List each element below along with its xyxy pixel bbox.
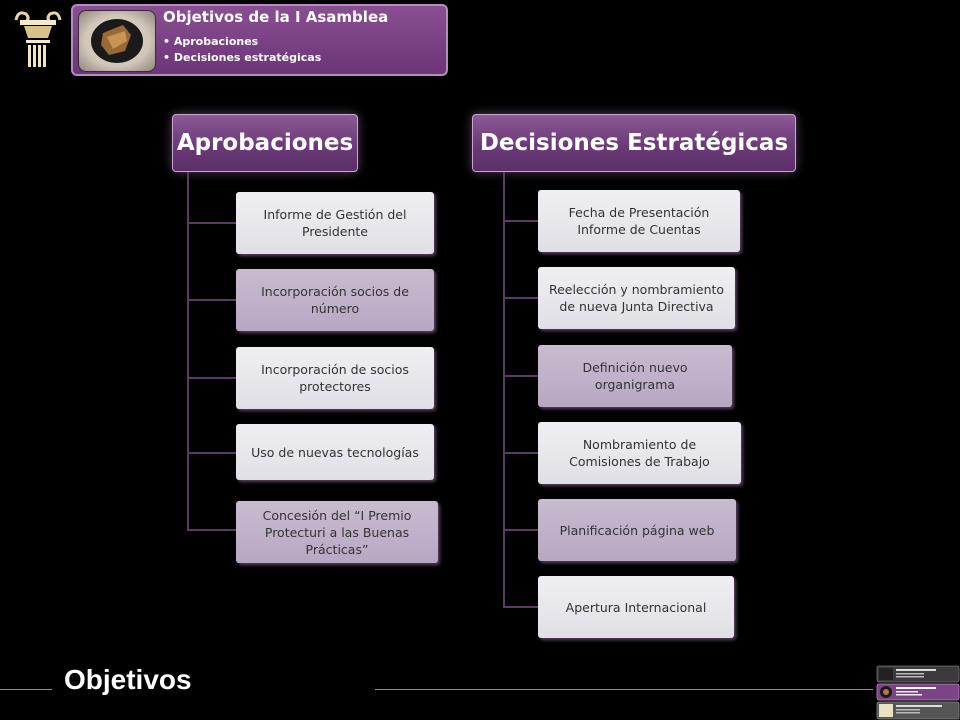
connector [187, 452, 236, 454]
banner-title: Objetivos de la I Asamblea [163, 8, 389, 26]
decisiones-item: Definición nuevo organigrama [538, 345, 732, 407]
connector [503, 297, 538, 299]
decisiones-header: Decisiones Estratégicas [472, 114, 796, 172]
connector [187, 529, 236, 531]
connector [187, 377, 236, 379]
footer-title: Objetivos [64, 664, 192, 695]
connector [187, 299, 236, 301]
slide-thumbnail-current[interactable] [877, 684, 959, 700]
aprobaciones-connector [187, 172, 189, 530]
decisiones-item: Nombramiento de Comisiones de Trabajo [538, 422, 741, 484]
decisiones-item: Fecha de Presentación Informe de Cuentas [538, 190, 740, 252]
aprobaciones-item: Incorporación de socios protectores [236, 347, 434, 409]
aprobaciones-item: Informe de Gestión del Presidente [236, 192, 434, 254]
slide-navigator[interactable] [876, 665, 960, 720]
decisiones-item: Planificación página web [538, 499, 736, 561]
footer-divider [0, 689, 52, 690]
connector [503, 452, 538, 454]
footer-divider [375, 689, 873, 690]
banner-bullet: • Decisiones estratégicas [163, 51, 322, 64]
aprobaciones-item: Uso de nuevas tecnologías [236, 424, 434, 480]
connector [187, 222, 236, 224]
decisiones-item: Reelección y nombramiento de nueva Junta Directiva [538, 267, 735, 329]
aprobaciones-header: Aprobaciones [172, 114, 358, 172]
logo-icon [79, 11, 155, 71]
aprobaciones-item: Concesión del “I Premio Protecturi a las Buenas Prácticas” [236, 501, 438, 563]
banner-bullets [163, 34, 321, 66]
aprobaciones-item: Incorporación socios de número [236, 269, 434, 331]
connector [503, 606, 538, 608]
decisiones-item: Apertura Internacional [538, 576, 734, 638]
slide-thumbnail[interactable] [877, 666, 959, 682]
connector [503, 375, 538, 377]
connector [503, 529, 538, 531]
logo-thumbnail [78, 10, 156, 72]
column-capital-icon [12, 8, 64, 68]
slide-thumbnail[interactable] [877, 702, 959, 719]
banner-bullet: • Aprobaciones [163, 35, 259, 48]
connector [503, 220, 538, 222]
decisiones-connector [503, 172, 505, 607]
